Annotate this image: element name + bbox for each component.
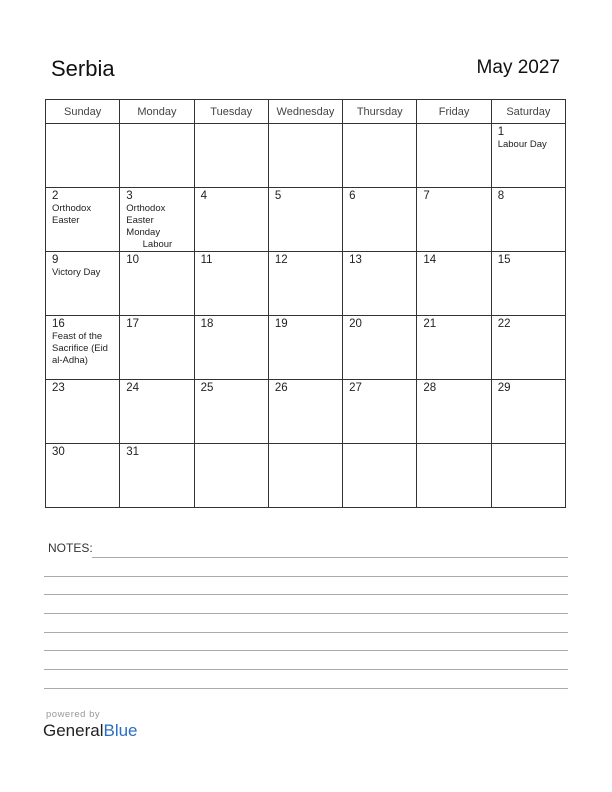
day-cell — [491, 252, 565, 316]
notes-line — [44, 632, 568, 633]
notes-line — [44, 594, 568, 595]
day-cell — [268, 252, 342, 316]
notes-line — [44, 669, 568, 670]
day-cell — [491, 316, 565, 380]
day-cell — [120, 380, 194, 444]
week-row — [46, 188, 566, 252]
day-number: 19 — [274, 318, 288, 330]
day-number: 5 — [274, 190, 282, 202]
empty-day-cell — [343, 124, 417, 188]
powered-by-text: powered by — [46, 709, 101, 720]
day-cell — [120, 252, 194, 316]
brand-logo-blue: Blue — [103, 721, 138, 740]
notes-line — [44, 688, 568, 689]
day-cell — [491, 124, 565, 188]
day-number: 22 — [497, 318, 511, 330]
weekday-header: Monday — [120, 100, 194, 124]
day-number: 11 — [200, 254, 213, 266]
day-number: 9 — [52, 254, 59, 266]
day-cell — [268, 380, 342, 444]
day-cell — [343, 188, 417, 252]
empty-day-cell — [343, 444, 417, 508]
day-number: 25 — [200, 382, 214, 394]
notes-line — [44, 613, 568, 614]
weekday-header: Saturday — [491, 100, 565, 124]
empty-day-cell — [268, 124, 342, 188]
day-number: 8 — [497, 190, 505, 202]
holiday-label: Labour Day — [497, 139, 547, 150]
holiday-label: Labour — [142, 239, 173, 250]
day-cell — [417, 252, 491, 316]
week-row — [46, 316, 566, 380]
calendar-grid — [45, 99, 566, 508]
empty-day-cell — [417, 444, 491, 508]
notes-label: NOTES: — [48, 541, 93, 555]
day-cell — [120, 316, 194, 380]
day-number: 10 — [126, 254, 140, 266]
day-number: 3 — [126, 190, 133, 202]
day-number: 13 — [349, 254, 362, 266]
weekday-header: Thursday — [343, 100, 417, 124]
day-number: 17 — [126, 318, 140, 330]
day-cell — [343, 316, 417, 380]
empty-day-cell — [194, 444, 268, 508]
day-number: 28 — [423, 382, 437, 394]
month-title: May 2027 — [476, 57, 560, 78]
day-cell — [194, 316, 268, 380]
day-number: 7 — [423, 190, 430, 202]
day-cell — [46, 316, 120, 380]
empty-day-cell — [194, 124, 268, 188]
day-number: 15 — [497, 254, 511, 266]
day-number: 27 — [349, 382, 362, 394]
weekday-header-row — [46, 100, 566, 124]
day-number: 21 — [423, 318, 437, 330]
day-cell — [343, 380, 417, 444]
day-cell — [417, 188, 491, 252]
brand-logo-general: General — [43, 721, 104, 740]
day-number: 18 — [200, 318, 214, 330]
holiday-label: Victory Day — [52, 267, 101, 278]
day-cell — [417, 380, 491, 444]
day-number: 24 — [126, 382, 140, 394]
empty-day-cell — [491, 444, 565, 508]
holiday-label: Orthodox Easter Monday — [126, 203, 166, 238]
day-number: 12 — [274, 254, 288, 266]
week-row — [46, 124, 566, 188]
empty-day-cell — [46, 124, 120, 188]
day-number: 20 — [349, 318, 362, 330]
day-number: 6 — [349, 190, 356, 202]
notes-line — [92, 557, 568, 558]
brand-logo[interactable] — [43, 721, 138, 741]
day-cell — [194, 380, 268, 444]
calendar-body — [46, 124, 566, 508]
weekday-header: Tuesday — [194, 100, 268, 124]
day-number: 16 — [52, 318, 65, 330]
week-row — [46, 252, 566, 316]
holiday-label: Orthodox Easter — [52, 203, 92, 226]
day-cell — [194, 252, 268, 316]
day-number: 29 — [497, 382, 511, 394]
day-cell — [46, 252, 120, 316]
day-number: 4 — [200, 190, 207, 202]
day-cell — [120, 188, 194, 252]
day-number: 26 — [274, 382, 288, 394]
day-number: 31 — [126, 446, 140, 458]
notes-line — [44, 650, 568, 651]
empty-day-cell — [120, 124, 194, 188]
day-number: 30 — [52, 446, 65, 458]
day-cell — [491, 380, 565, 444]
day-number: 14 — [423, 254, 437, 266]
day-cell — [46, 188, 120, 252]
day-cell — [120, 444, 194, 508]
day-number: 1 — [497, 126, 505, 138]
day-cell — [46, 380, 120, 444]
country-title: Serbia — [51, 56, 115, 81]
day-cell — [194, 188, 268, 252]
day-cell — [417, 316, 491, 380]
day-cell — [343, 252, 417, 316]
day-cell — [46, 444, 120, 508]
notes-line — [44, 576, 568, 577]
day-number: 2 — [52, 190, 59, 202]
weekday-header: Friday — [417, 100, 491, 124]
empty-day-cell — [417, 124, 491, 188]
week-row — [46, 444, 566, 508]
day-cell — [268, 188, 342, 252]
weekday-header: Sunday — [46, 100, 120, 124]
weekday-header: Wednesday — [268, 100, 342, 124]
day-number: 23 — [52, 382, 65, 394]
holiday-label: Feast of the Sacrifice (Eid al-Adha) — [52, 331, 108, 366]
day-cell — [491, 188, 565, 252]
day-cell — [268, 316, 342, 380]
empty-day-cell — [268, 444, 342, 508]
week-row — [46, 380, 566, 444]
